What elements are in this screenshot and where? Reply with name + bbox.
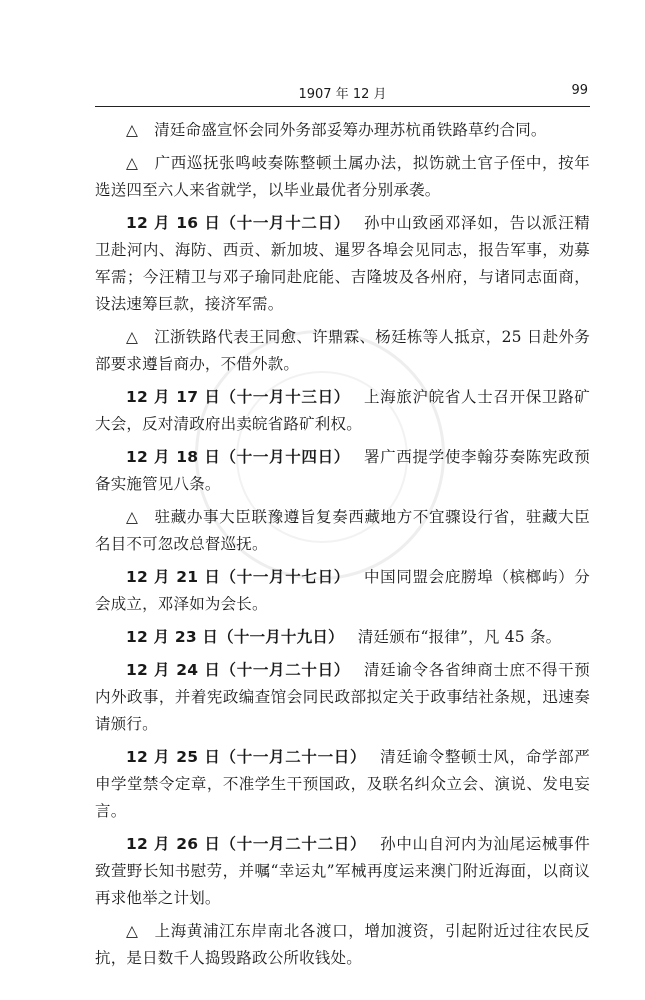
page-number: 99 bbox=[571, 83, 588, 98]
entry-paragraph bbox=[95, 657, 590, 738]
entry-date: 12 月 17 日（十一月十三日） bbox=[126, 388, 350, 406]
entry-paragraph bbox=[95, 150, 590, 204]
entry-text: 江浙铁路代表王同愈、许鼎霖、杨廷栋等人抵京，25 日赴外务部要求遵旨商办，不借外款。 bbox=[95, 328, 591, 373]
entry-text: 清廷谕令各省绅商士庶不得干预内外政事，并着宪政编查馆会同民政部拟定关于政事结社条规，迅速奏请颁行。 bbox=[95, 661, 590, 733]
triangle-marker: △ bbox=[126, 154, 139, 172]
header-title: 1907 年 12 月 bbox=[298, 87, 387, 102]
entry-text: 孙中山自河内为汕尾运械事件致萱野长知书慰劳，并嘱“幸运丸”军械再度运来澳门附近海面，以商议再求他举之计划。 bbox=[95, 835, 590, 907]
running-header bbox=[95, 82, 590, 107]
entry-paragraph bbox=[95, 564, 590, 618]
entry-text: 广西巡抚张鸣岐奏陈整顿土属办法，拟饬就土官子侄中，按年选送四至六人来省就学，以毕业最优者分别承袭。 bbox=[95, 154, 591, 199]
entry-text: 上海黄浦江东岸南北各渡口，增加渡资，引起附近过往农民反抗，是日数千人捣毁路政公所收钱处。 bbox=[95, 922, 591, 967]
entry-text: 中国同盟会庇朥埠（槟榔屿）分会成立，邓泽如为会长。 bbox=[95, 568, 590, 613]
entry-paragraph bbox=[95, 117, 590, 144]
entry-paragraph bbox=[95, 384, 590, 438]
entry-date: 12 月 18 日（十一月十四日） bbox=[126, 448, 350, 466]
entry-text: 清廷颁布“报律”，凡 45 条。 bbox=[357, 628, 562, 646]
entry-date: 12 月 24 日（十一月二十日） bbox=[126, 661, 350, 679]
entry-date: 12 月 26 日（十一月二十二日） bbox=[126, 835, 367, 853]
entry-text: 孙中山致函邓泽如，告以派汪精卫赴河内、海防、西贡、新加坡、暹罗各埠会见同志，报告军事，劝募军需；今汪精卫与邓子瑜同赴庇能、吉隆坡及各州府，与诸同志面商，设法速筹巨款，接济军需。 bbox=[95, 214, 590, 313]
entry-date: 12 月 16 日（十一月十二日） bbox=[126, 214, 350, 232]
entry-paragraph bbox=[95, 504, 590, 558]
triangle-marker: △ bbox=[126, 922, 139, 940]
entry-paragraph bbox=[95, 210, 590, 318]
entry-text: 清廷命盛宣怀会同外务部妥筹办理苏杭甬铁路草约合同。 bbox=[154, 121, 547, 139]
triangle-marker: △ bbox=[126, 508, 139, 526]
entry-text: 署广西提学使李翰芬奏陈宪政预备实施管见八条。 bbox=[95, 448, 590, 493]
entry-paragraph bbox=[95, 918, 590, 972]
chronicle-body bbox=[95, 117, 590, 978]
entry-date: 12 月 25 日（十一月二十一日） bbox=[126, 748, 367, 766]
triangle-marker: △ bbox=[126, 328, 139, 346]
triangle-marker: △ bbox=[126, 121, 139, 139]
entry-text: 清廷谕令整顿士风，命学部严申学堂禁令定章，不准学生干预国政，及联名纠众立会、演说、发电妄言。 bbox=[95, 748, 590, 820]
entry-paragraph bbox=[95, 831, 590, 912]
entry-date: 12 月 21 日（十一月十七日） bbox=[126, 568, 350, 586]
entry-paragraph bbox=[95, 444, 590, 498]
entry-text: 上海旅沪皖省人士召开保卫路矿大会，反对清政府出卖皖省路矿利权。 bbox=[95, 388, 590, 433]
entry-paragraph bbox=[95, 744, 590, 825]
entry-date: 12 月 23 日（十一月十九日） bbox=[126, 628, 344, 646]
entry-text: 驻藏办事大臣联豫遵旨复奏西藏地方不宜骤设行省，驻藏大臣名目不可忽改总督巡抚。 bbox=[95, 508, 591, 553]
entry-paragraph bbox=[95, 324, 590, 378]
entry-paragraph bbox=[95, 624, 590, 651]
